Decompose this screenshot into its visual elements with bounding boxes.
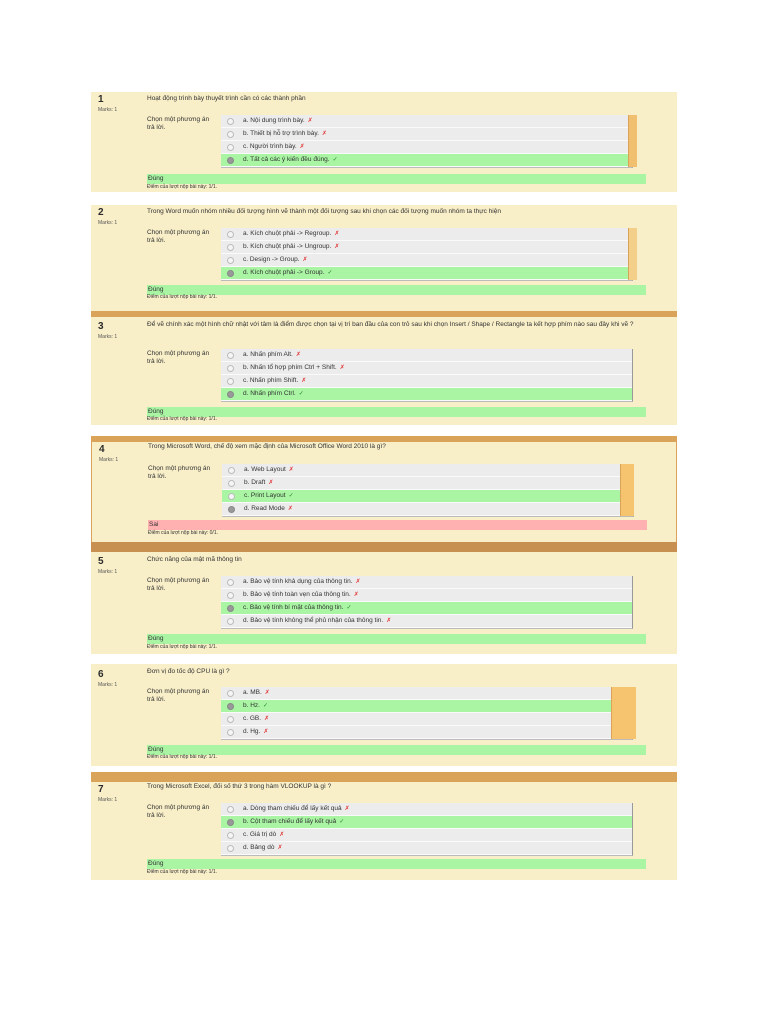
radio-button[interactable] [227, 144, 234, 151]
option-label: b. Kích chuột phải -> Ungroup. [243, 243, 332, 250]
incorrect-icon: ✗ [353, 592, 359, 598]
option-label: a. Nội dung trình bày. [243, 117, 305, 124]
option-label: d. Nhấn phím Ctrl. [243, 390, 296, 397]
option-label: c. Nhấn phím Shift. [243, 377, 299, 384]
radio-button[interactable] [227, 618, 234, 625]
option-d[interactable] [221, 726, 632, 739]
scrollbar[interactable] [620, 464, 634, 516]
result-correct: Đúng [147, 859, 646, 869]
incorrect-icon: ✗ [264, 690, 270, 696]
option-d[interactable] [221, 267, 632, 280]
option-label: a. Dòng tham chiếu để lấy kết quả [243, 805, 342, 812]
correct-icon: ✓ [298, 391, 304, 397]
incorrect-icon: ✗ [334, 244, 340, 250]
score-text: Điểm của lượt nộp bài này: 1/1. [147, 869, 217, 875]
correct-icon: ✓ [346, 605, 352, 611]
option-a[interactable] [221, 228, 632, 241]
correct-icon: ✓ [262, 703, 269, 709]
incorrect-icon: ✗ [277, 845, 283, 851]
score-text: Điểm của lượt nộp bài này: 1/1. [147, 184, 217, 190]
option-label: b. Bảo vệ tính toàn vẹn của thông tin. [243, 591, 351, 598]
radio-button[interactable] [227, 378, 234, 385]
marks-label: Marks: 1 [99, 457, 119, 463]
result-correct: Đúng [147, 174, 646, 184]
incorrect-icon: ✗ [295, 352, 301, 358]
option-b[interactable] [221, 241, 632, 254]
option-label: d. Hg. [243, 728, 261, 735]
answer-prompt: Chọn một phương án trả lời. [147, 577, 210, 592]
marks-label: Marks: 1 [98, 797, 118, 803]
answer-prompt: Chọn một phương án trả lời. [147, 350, 210, 365]
incorrect-icon: ✗ [263, 729, 269, 735]
incorrect-icon: ✗ [386, 618, 392, 624]
question-3 [91, 317, 677, 425]
result-correct: Đúng [147, 634, 646, 644]
marks-label: Marks: 1 [98, 682, 118, 688]
question-number: 3 [98, 321, 104, 332]
option-a[interactable] [222, 464, 633, 477]
question-4 [91, 436, 677, 542]
radio-button[interactable] [227, 365, 234, 372]
option-c[interactable] [221, 375, 632, 388]
option-b[interactable] [221, 128, 632, 141]
question-text: Hoạt động trình bày thuyết trình cần có các thành phần [147, 95, 306, 102]
options-list [222, 464, 634, 517]
marks-label: Marks: 1 [98, 107, 118, 113]
incorrect-icon: ✗ [344, 806, 350, 812]
result-correct: Đúng [147, 407, 646, 417]
radio-button[interactable] [227, 729, 234, 736]
radio-button[interactable] [227, 352, 234, 359]
radio-button-selected[interactable] [227, 270, 234, 277]
option-a[interactable] [221, 349, 632, 362]
options-list [221, 115, 633, 168]
score-text: Điểm của lượt nộp bài này: 0/1. [148, 530, 218, 536]
options-list [221, 687, 633, 740]
result-correct: Đúng [147, 285, 646, 295]
scrollbar[interactable] [611, 687, 636, 739]
correct-icon: ✓ [339, 819, 345, 825]
options-list [221, 576, 633, 629]
option-label: b. Nhấn tổ hợp phím Ctrl + Shift. [243, 364, 337, 371]
question-5 [91, 542, 677, 654]
radio-button[interactable] [227, 716, 234, 723]
option-label: d. Bảo vệ tính không thể phủ nhận của thông tin. [243, 617, 384, 624]
question-number: 1 [98, 94, 104, 105]
question-text: Trong Word muốn nhóm nhiều đối tượng hình vẽ thành một đối tượng sau khi chọn các đối tượng muốn nhóm ta thực hiện [147, 208, 501, 215]
incorrect-icon: ✗ [302, 257, 308, 263]
options-list [221, 228, 633, 281]
options-list [221, 803, 633, 856]
radio-button[interactable] [227, 257, 234, 264]
question-number: 4 [99, 444, 105, 455]
radio-button-selected[interactable] [227, 157, 234, 164]
option-label: a. Web Layout [244, 466, 286, 473]
question-number: 6 [98, 669, 104, 680]
option-a[interactable] [221, 803, 632, 816]
scrollbar[interactable] [628, 228, 637, 280]
correct-icon: ✓ [288, 493, 294, 499]
question-text: Trong Microsoft Excel, đối số thứ 3 trong hàm VLOOKUP là gì ? [147, 783, 332, 790]
option-d[interactable] [222, 503, 633, 516]
incorrect-icon: ✗ [299, 144, 305, 150]
answer-prompt: Chọn một phương án trả lời. [147, 688, 210, 703]
option-a[interactable] [221, 576, 632, 589]
radio-button-selected[interactable] [228, 506, 235, 513]
answer-prompt: Chọn một phương án trả lời. [147, 804, 210, 819]
answer-prompt: Chọn một phương án trả lời. [148, 465, 211, 480]
option-label: a. Kích chuột phải -> Regroup. [243, 230, 332, 237]
option-label: a. Bảo vệ tính khả dụng của thông tin. [243, 578, 353, 585]
radio-button-selected[interactable] [227, 391, 234, 398]
option-c[interactable] [221, 713, 632, 726]
radio-button[interactable] [227, 231, 234, 238]
option-a[interactable] [221, 115, 632, 128]
radio-button[interactable] [227, 832, 234, 839]
question-number: 5 [98, 556, 104, 567]
incorrect-icon: ✗ [288, 467, 294, 473]
answer-prompt: Chọn một phương án trả lời. [147, 116, 210, 131]
radio-button-selected[interactable] [227, 605, 234, 612]
question-2 [91, 205, 677, 317]
option-label: d. Kích chuột phải -> Group. [243, 269, 325, 276]
option-label: d. Read Mode [244, 505, 285, 512]
question-1 [91, 92, 677, 192]
option-b[interactable] [222, 477, 633, 490]
incorrect-icon: ✗ [334, 231, 340, 237]
question-number: 7 [98, 784, 104, 795]
option-b[interactable] [221, 700, 632, 713]
option-label: b. Thiết bị hỗ trợ trình bày. [243, 130, 319, 137]
answer-prompt: Chọn một phương án trả lời. [147, 229, 210, 244]
option-c[interactable] [221, 254, 632, 267]
option-label: c. Design -> Group. [243, 256, 300, 263]
option-label: a. MB. [243, 689, 262, 696]
question-text: Trong Microsoft Word, chế độ xem mặc định của Microsoft Office Word 2010 là gì? [148, 443, 386, 450]
option-d[interactable] [221, 842, 632, 855]
option-label: d. Tất cả các ý kiến đều đúng. [243, 156, 330, 163]
radio-button[interactable] [227, 806, 234, 813]
option-d[interactable] [221, 615, 632, 628]
incorrect-icon: ✗ [264, 716, 270, 722]
incorrect-icon: ✗ [355, 579, 361, 585]
question-text: Đơn vị đo tốc độ CPU là gì ? [147, 668, 230, 675]
radio-button[interactable] [227, 579, 234, 586]
radio-button[interactable] [227, 118, 234, 125]
option-label: c. GB. [243, 715, 262, 722]
option-b[interactable] [221, 816, 632, 829]
options-list [221, 349, 633, 402]
score-text: Điểm của lượt nộp bài này: 1/1. [147, 644, 217, 650]
result-correct: Đúng [147, 745, 646, 755]
incorrect-icon: ✗ [321, 131, 327, 137]
option-label: c. Giá trị dò [243, 831, 277, 838]
radio-button[interactable] [227, 131, 234, 138]
option-c[interactable] [222, 490, 633, 503]
correct-icon: ✓ [332, 157, 338, 163]
score-text: Điểm của lượt nộp bài này: 1/1. [147, 754, 217, 760]
radio-button[interactable] [227, 690, 234, 697]
radio-button-selected[interactable] [227, 819, 234, 826]
option-label: b. Hz. [243, 702, 260, 709]
option-b[interactable] [221, 589, 632, 602]
option-label: c. Bảo vệ tính bí mật của thông tin. [243, 604, 344, 611]
radio-button[interactable] [228, 467, 235, 474]
option-c[interactable] [221, 141, 632, 154]
marks-label: Marks: 1 [98, 220, 118, 226]
radio-button[interactable] [227, 592, 234, 599]
question-text: Chức năng của mật mã thông tin [147, 556, 242, 563]
incorrect-icon: ✗ [268, 480, 274, 486]
marks-label: Marks: 1 [98, 334, 118, 340]
scrollbar[interactable] [628, 115, 637, 167]
question-6 [91, 664, 677, 766]
score-text: Điểm của lượt nộp bài này: 1/1. [147, 416, 217, 422]
radio-button[interactable] [227, 845, 234, 852]
correct-icon: ✓ [327, 270, 333, 276]
incorrect-icon: ✗ [339, 365, 345, 371]
question-text: Để vẽ chính xác một hình chữ nhật với tâm là điểm được chọn tại vị trí ban đầu của con trỏ sau khi chọn Insert / Shape / Rectangle ta kết hợp phím nào sau đây khi vẽ ? [147, 321, 634, 328]
incorrect-icon: ✗ [287, 506, 293, 512]
option-label: c. Người trình bày. [243, 143, 297, 150]
option-d[interactable] [221, 154, 632, 167]
incorrect-icon: ✗ [307, 118, 313, 124]
option-label: c. Print Layout [244, 492, 286, 499]
option-label: b. Draft [244, 479, 266, 486]
question-7 [91, 772, 677, 880]
radio-button[interactable] [228, 493, 235, 500]
option-label: a. Nhấn phím Alt. [243, 351, 293, 358]
question-number: 2 [98, 207, 104, 218]
option-b[interactable] [221, 362, 632, 375]
marks-label: Marks: 1 [98, 569, 118, 575]
result-incorrect: Sai [148, 520, 647, 530]
incorrect-icon: ✗ [301, 378, 307, 384]
option-a[interactable] [221, 687, 632, 700]
option-label: d. Bảng dò [243, 844, 275, 851]
radio-button[interactable] [228, 480, 235, 487]
option-c[interactable] [221, 829, 632, 842]
score-text: Điểm của lượt nộp bài này: 1/1. [147, 294, 217, 300]
option-c[interactable] [221, 602, 632, 615]
incorrect-icon: ✗ [279, 832, 285, 838]
option-d[interactable] [221, 388, 632, 401]
radio-button-selected[interactable] [227, 703, 234, 710]
radio-button[interactable] [227, 244, 234, 251]
option-label: b. Cột tham chiếu để lấy kết quả [243, 818, 337, 825]
